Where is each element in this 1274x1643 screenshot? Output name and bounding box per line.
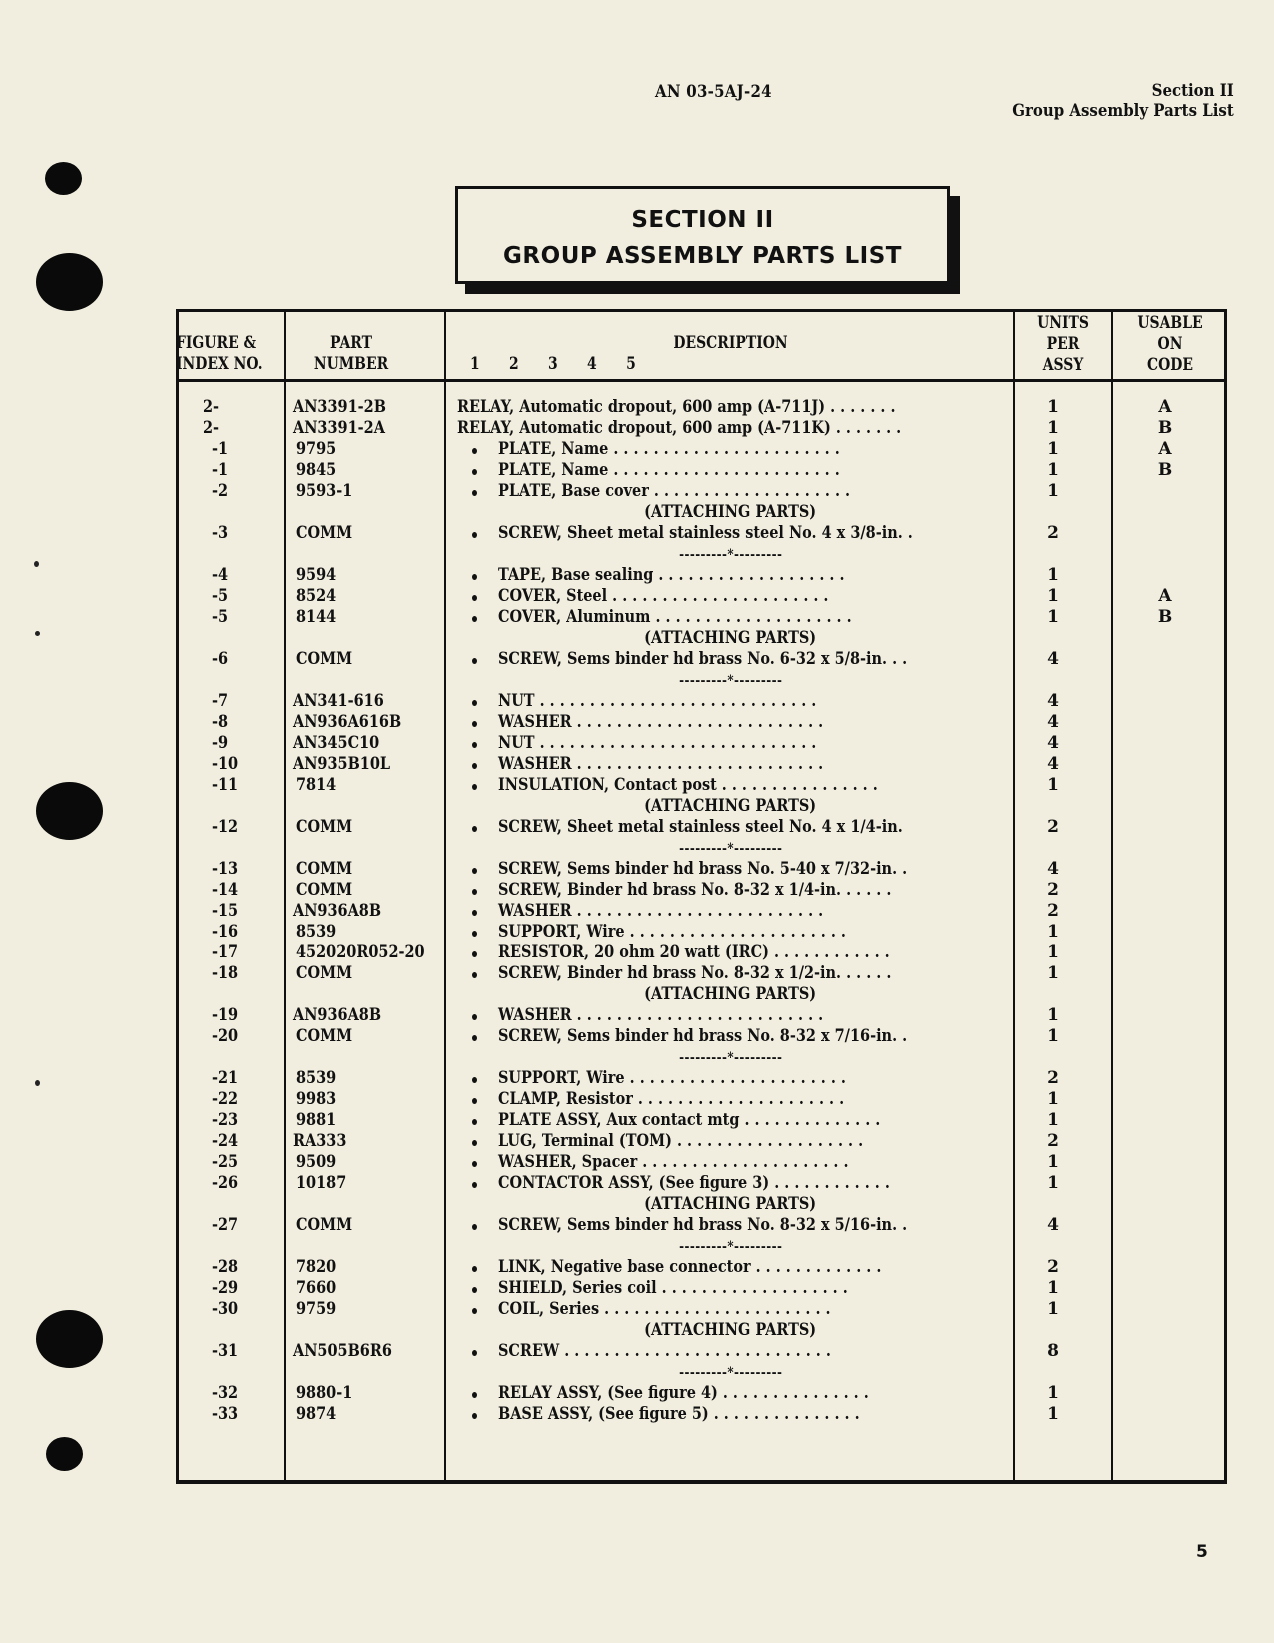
figure-index: -27: [212, 1215, 239, 1235]
running-header: [1012, 81, 1234, 121]
column-divider: [1111, 309, 1113, 1484]
description: SUPPORT, Wire . . . . . . . . . . . . . . . . . . . . . .: [498, 922, 846, 942]
title-line-2: GROUP ASSEMBLY PARTS LIST: [503, 243, 902, 269]
description: SHIELD, Series coil . . . . . . . . . . . . . . . . . . .: [498, 1278, 848, 1298]
indent-bullet-icon: [472, 469, 477, 475]
header-units-per-assy: UNITS PER ASSY: [1037, 313, 1089, 375]
indent-bullet-icon: [472, 1035, 477, 1041]
description: WASHER . . . . . . . . . . . . . . . . . . . . . . . . .: [498, 712, 824, 732]
part-number: 8539: [296, 1068, 337, 1088]
part-number: 10187: [296, 1173, 347, 1193]
figure-index: -15: [212, 901, 239, 921]
part-number: 7660: [296, 1278, 337, 1298]
figure-index: -26: [212, 1173, 239, 1193]
units-per-assy: 1: [1047, 1005, 1059, 1025]
part-number: 452020R052-20: [296, 942, 425, 962]
description: BASE ASSY, (See figure 5) . . . . . . . . . . . . . . .: [498, 1404, 860, 1424]
description: TAPE, Base sealing . . . . . . . . . . . . . . . . . . .: [498, 565, 845, 585]
description: LINK, Negative base connector . . . . . . . . . . . . .: [498, 1257, 882, 1277]
description: CONTACTOR ASSY, (See figure 3) . . . . . . . . . . . .: [498, 1173, 890, 1193]
part-number: COMM: [296, 1215, 353, 1235]
description: RESISTOR, 20 ohm 20 watt (IRC) . . . . . . . . . . . .: [498, 942, 890, 962]
figure-index: -19: [212, 1005, 239, 1025]
header-divider: [176, 379, 1227, 382]
part-number: COMM: [296, 523, 353, 543]
figure-index: -10: [212, 754, 239, 774]
column-divider: [284, 309, 286, 1484]
part-number: 7820: [296, 1257, 337, 1277]
attaching-parts-end-separator: ---------*---------: [678, 1365, 783, 1381]
attaching-parts-end-separator: ---------*---------: [678, 1239, 783, 1255]
usable-on-code: B: [1157, 607, 1173, 627]
binder-hole: [36, 782, 103, 840]
figure-index: -22: [212, 1089, 239, 1109]
description: COVER, Aluminum . . . . . . . . . . . . . . . . . . . .: [498, 607, 852, 627]
indent-bullet-icon: [472, 1308, 477, 1314]
figure-index: 2-: [203, 418, 220, 438]
units-per-assy: 4: [1047, 733, 1059, 753]
part-number: AN936A616B: [293, 712, 402, 732]
description: PLATE, Name . . . . . . . . . . . . . . . . . . . . . . .: [498, 439, 840, 459]
figure-index: -1: [212, 460, 229, 480]
description: WASHER . . . . . . . . . . . . . . . . . . . . . . . . .: [498, 754, 824, 774]
indent-bullet-icon: [472, 1014, 477, 1020]
units-per-assy: 1: [1047, 775, 1059, 795]
indent-bullet-icon: [472, 931, 477, 937]
part-number: AN505B6R6: [293, 1341, 392, 1361]
units-per-assy: 1: [1047, 397, 1059, 417]
description: COIL, Series . . . . . . . . . . . . . . . . . . . . . . .: [498, 1299, 831, 1319]
part-number: 9593-1: [296, 481, 353, 501]
units-per-assy: 1: [1047, 1173, 1059, 1193]
description: INSULATION, Contact post . . . . . . . . . . . . . . . .: [498, 775, 878, 795]
units-per-assy: 2: [1047, 1068, 1059, 1088]
units-per-assy: 1: [1047, 922, 1059, 942]
description: RELAY, Automatic dropout, 600 amp (A-711J) . . . . . . .: [457, 397, 896, 417]
figure-index: -29: [212, 1278, 239, 1298]
units-per-assy: 1: [1047, 1383, 1059, 1403]
units-per-assy: 1: [1047, 942, 1059, 962]
indent-bullet-icon: [472, 1392, 477, 1398]
indent-bullet-icon: [472, 1077, 477, 1083]
units-per-assy: 1: [1047, 1299, 1059, 1319]
binder-hole: [46, 1437, 83, 1471]
indent-bullet-icon: [472, 616, 477, 622]
figure-index: -18: [212, 963, 239, 983]
indent-bullet-icon: [472, 1182, 477, 1188]
usable-on-code: A: [1158, 397, 1172, 417]
attaching-parts-note: (ATTACHING PARTS): [644, 502, 817, 522]
units-per-assy: 4: [1047, 712, 1059, 732]
description: SCREW, Sheet metal stainless steel No. 4 x 3/8-in. .: [498, 523, 913, 543]
margin-mark: [35, 631, 40, 636]
part-number: 8144: [296, 607, 337, 627]
section-label: Section II: [1151, 81, 1234, 101]
binder-hole: [36, 253, 103, 311]
units-per-assy: 1: [1047, 565, 1059, 585]
units-per-assy: 1: [1047, 460, 1059, 480]
description: PLATE, Base cover . . . . . . . . . . . . . . . . . . . .: [498, 481, 851, 501]
part-number: COMM: [296, 817, 353, 837]
attaching-parts-end-separator: ---------*---------: [678, 1050, 783, 1066]
indent-bullet-icon: [472, 742, 477, 748]
units-per-assy: 4: [1047, 754, 1059, 774]
section-title-box: [455, 186, 950, 284]
indent-bullet-icon: [472, 1161, 477, 1167]
units-per-assy: 1: [1047, 586, 1059, 606]
description: RELAY, Automatic dropout, 600 amp (A-711K) . . . . . . .: [457, 418, 902, 438]
usable-on-code: B: [1157, 418, 1173, 438]
usable-on-code: A: [1158, 586, 1172, 606]
description: SCREW, Sems binder hd brass No. 8-32 x 5/16-in. .: [498, 1215, 908, 1235]
part-number: 9759: [296, 1299, 337, 1319]
figure-index: -20: [212, 1026, 239, 1046]
attaching-parts-note: (ATTACHING PARTS): [644, 628, 817, 648]
units-per-assy: 1: [1047, 607, 1059, 627]
figure-index: -5: [212, 607, 229, 627]
units-per-assy: 2: [1047, 1131, 1059, 1151]
part-number: COMM: [296, 963, 353, 983]
description: SCREW, Binder hd brass No. 8-32 x 1/2-in. . . . . .: [498, 963, 892, 983]
figure-index: -28: [212, 1257, 239, 1277]
header-part-number: PART NUMBER: [313, 333, 389, 374]
description: NUT . . . . . . . . . . . . . . . . . . . . . . . . . . . .: [498, 691, 817, 711]
indent-bullet-icon: [472, 951, 477, 957]
figure-index: -4: [212, 565, 229, 585]
header-figure-index: FIGURE & INDEX NO.: [176, 333, 263, 374]
indent-bullet-icon: [472, 1119, 477, 1125]
figure-index: -31: [212, 1341, 239, 1361]
units-per-assy: 1: [1047, 1404, 1059, 1424]
part-number: 9880-1: [296, 1383, 353, 1403]
figure-index: -17: [212, 942, 239, 962]
part-number: COMM: [296, 880, 353, 900]
figure-index: -3: [212, 523, 229, 543]
attaching-parts-end-separator: ---------*---------: [678, 673, 783, 689]
units-per-assy: 1: [1047, 481, 1059, 501]
part-number: 8539: [296, 922, 337, 942]
indent-bullet-icon: [472, 448, 477, 454]
figure-index: -23: [212, 1110, 239, 1130]
units-per-assy: 2: [1047, 523, 1059, 543]
part-number: AN936A8B: [293, 901, 382, 921]
usable-on-code: B: [1157, 460, 1173, 480]
figure-index: -6: [212, 649, 229, 669]
description: SCREW, Sheet metal stainless steel No. 4 x 1/4-in.: [498, 817, 903, 837]
indent-bullet-icon: [472, 763, 477, 769]
part-number: 7814: [296, 775, 337, 795]
part-number: AN345C10: [293, 733, 380, 753]
description: CLAMP, Resistor . . . . . . . . . . . . . . . . . . . . .: [498, 1089, 845, 1109]
description: COVER, Steel . . . . . . . . . . . . . . . . . . . . . .: [498, 586, 829, 606]
indent-bullet-icon: [472, 595, 477, 601]
part-number: AN3391-2A: [293, 418, 385, 438]
indent-bullet-icon: [472, 1350, 477, 1356]
figure-index: -5: [212, 586, 229, 606]
header-indent-levels: 1 2 3 4 5: [470, 354, 636, 374]
attaching-parts-note: (ATTACHING PARTS): [644, 1194, 817, 1214]
figure-index: -13: [212, 859, 239, 879]
units-per-assy: 1: [1047, 1152, 1059, 1172]
indent-bullet-icon: [472, 1413, 477, 1419]
figure-index: 2-: [203, 397, 220, 417]
part-number: COMM: [296, 649, 353, 669]
indent-bullet-icon: [472, 1224, 477, 1230]
units-per-assy: 2: [1047, 880, 1059, 900]
indent-bullet-icon: [472, 826, 477, 832]
indent-bullet-icon: [472, 889, 477, 895]
description: SCREW, Binder hd brass No. 8-32 x 1/4-in. . . . . .: [498, 880, 892, 900]
description: SUPPORT, Wire . . . . . . . . . . . . . . . . . . . . . .: [498, 1068, 846, 1088]
units-per-assy: 2: [1047, 901, 1059, 921]
indent-bullet-icon: [472, 910, 477, 916]
attaching-parts-note: (ATTACHING PARTS): [644, 796, 817, 816]
description: SCREW, Sems binder hd brass No. 8-32 x 7/16-in. .: [498, 1026, 908, 1046]
description: SCREW . . . . . . . . . . . . . . . . . . . . . . . . . . .: [498, 1341, 831, 1361]
binder-hole: [36, 1310, 103, 1368]
figure-index: -33: [212, 1404, 239, 1424]
part-number: 9845: [296, 460, 337, 480]
figure-index: -8: [212, 712, 229, 732]
indent-bullet-icon: [472, 1287, 477, 1293]
attaching-parts-end-separator: ---------*---------: [678, 547, 783, 563]
header-description: DESCRIPTION: [673, 333, 788, 353]
units-per-assy: 1: [1047, 1110, 1059, 1130]
indent-bullet-icon: [472, 532, 477, 538]
figure-index: -9: [212, 733, 229, 753]
part-number: COMM: [296, 1026, 353, 1046]
attaching-parts-end-separator: ---------*---------: [678, 841, 783, 857]
units-per-assy: 1: [1047, 439, 1059, 459]
units-per-assy: 1: [1047, 418, 1059, 438]
indent-bullet-icon: [472, 972, 477, 978]
figure-index: -12: [212, 817, 239, 837]
part-number: 9983: [296, 1089, 337, 1109]
figure-index: -30: [212, 1299, 239, 1319]
description: LUG, Terminal (TOM) . . . . . . . . . . . . . . . . . . .: [498, 1131, 864, 1151]
description: PLATE, Name . . . . . . . . . . . . . . . . . . . . . . .: [498, 460, 840, 480]
units-per-assy: 1: [1047, 1278, 1059, 1298]
part-number: AN935B10L: [293, 754, 391, 774]
part-number: AN341-616: [293, 691, 384, 711]
units-per-assy: 2: [1047, 1257, 1059, 1277]
margin-mark: [35, 1080, 40, 1086]
units-per-assy: 1: [1047, 1089, 1059, 1109]
part-number: 9509: [296, 1152, 337, 1172]
column-divider: [444, 309, 446, 1484]
part-number: AN936A8B: [293, 1005, 382, 1025]
document-number: AN 03-5AJ-24: [655, 82, 772, 102]
part-number: 9881: [296, 1110, 337, 1130]
units-per-assy: 4: [1047, 1215, 1059, 1235]
part-number: AN3391-2B: [293, 397, 386, 417]
description: RELAY ASSY, (See figure 4) . . . . . . . . . . . . . . .: [498, 1383, 869, 1403]
figure-index: -21: [212, 1068, 239, 1088]
column-divider: [1013, 309, 1015, 1484]
figure-index: -32: [212, 1383, 239, 1403]
description: SCREW, Sems binder hd brass No. 5-40 x 7/32-in. .: [498, 859, 908, 879]
units-per-assy: 4: [1047, 859, 1059, 879]
description: PLATE ASSY, Aux contact mtg . . . . . . . . . . . . . .: [498, 1110, 881, 1130]
indent-bullet-icon: [472, 868, 477, 874]
description: WASHER . . . . . . . . . . . . . . . . . . . . . . . . .: [498, 1005, 824, 1025]
page-number: 5: [1196, 1542, 1208, 1562]
figure-index: -1: [212, 439, 229, 459]
indent-bullet-icon: [472, 1098, 477, 1104]
usable-on-code: A: [1158, 439, 1172, 459]
part-number: 9795: [296, 439, 337, 459]
part-number: RA333: [293, 1131, 347, 1151]
description: WASHER, Spacer . . . . . . . . . . . . . . . . . . . . .: [498, 1152, 849, 1172]
indent-bullet-icon: [472, 1266, 477, 1272]
description: NUT . . . . . . . . . . . . . . . . . . . . . . . . . . . .: [498, 733, 817, 753]
figure-index: -16: [212, 922, 239, 942]
part-number: 8524: [296, 586, 337, 606]
units-per-assy: 8: [1047, 1341, 1059, 1361]
part-number: COMM: [296, 859, 353, 879]
units-per-assy: 1: [1047, 1026, 1059, 1046]
header-usable-on-code: USABLE ON CODE: [1137, 313, 1203, 375]
indent-bullet-icon: [472, 574, 477, 580]
indent-bullet-icon: [472, 700, 477, 706]
indent-bullet-icon: [472, 721, 477, 727]
description: WASHER . . . . . . . . . . . . . . . . . . . . . . . . .: [498, 901, 824, 921]
units-per-assy: 1: [1047, 963, 1059, 983]
part-number: 9874: [296, 1404, 337, 1424]
units-per-assy: 4: [1047, 649, 1059, 669]
attaching-parts-note: (ATTACHING PARTS): [644, 984, 817, 1004]
figure-index: -2: [212, 481, 229, 501]
part-number: 9594: [296, 565, 337, 585]
figure-index: -7: [212, 691, 229, 711]
binder-hole: [45, 162, 82, 195]
figure-index: -11: [212, 775, 239, 795]
section-title: Group Assembly Parts List: [1012, 101, 1234, 121]
indent-bullet-icon: [472, 658, 477, 664]
indent-bullet-icon: [472, 784, 477, 790]
description: SCREW, Sems binder hd brass No. 6-32 x 5/8-in. . .: [498, 649, 908, 669]
figure-index: -24: [212, 1131, 239, 1151]
title-line-1: SECTION II: [631, 207, 774, 233]
figure-index: -14: [212, 880, 239, 900]
units-per-assy: 4: [1047, 691, 1059, 711]
margin-mark: [34, 561, 39, 567]
indent-bullet-icon: [472, 490, 477, 496]
indent-bullet-icon: [472, 1140, 477, 1146]
units-per-assy: 2: [1047, 817, 1059, 837]
figure-index: -25: [212, 1152, 239, 1172]
attaching-parts-note: (ATTACHING PARTS): [644, 1320, 817, 1340]
